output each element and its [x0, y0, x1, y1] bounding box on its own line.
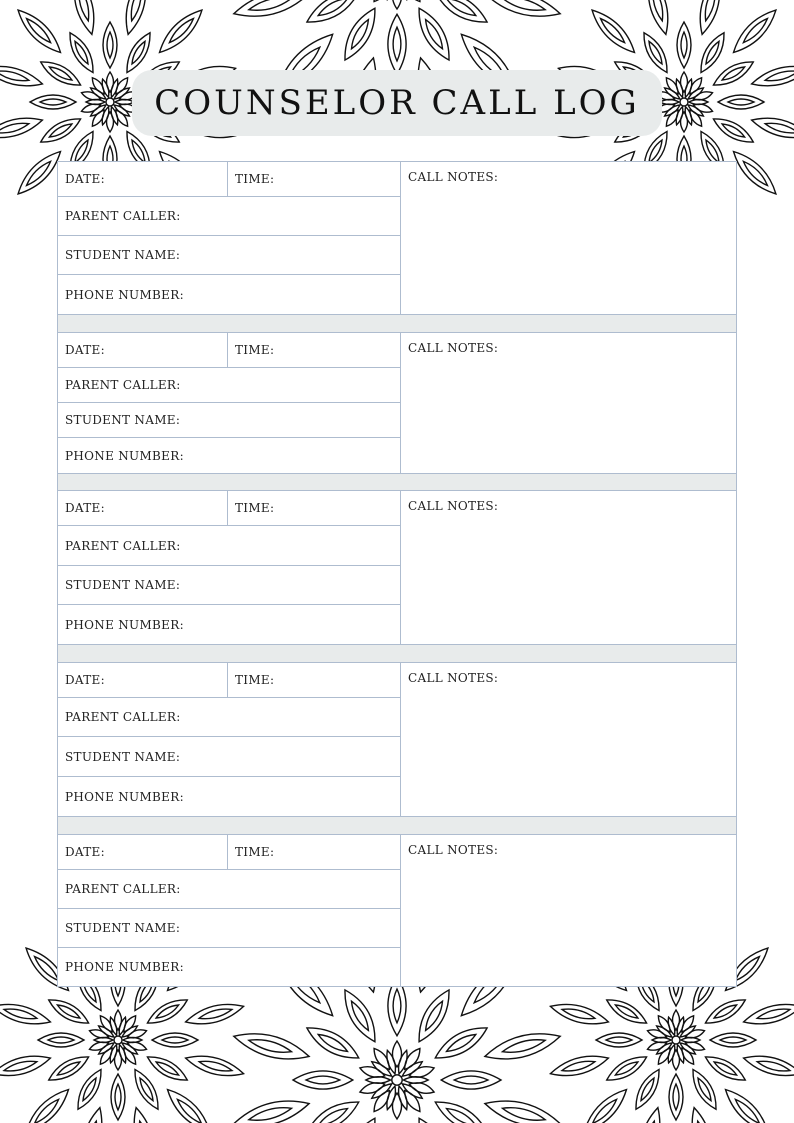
parent-caller-label: PARENT CALLER: — [65, 209, 181, 223]
phone-number-field[interactable] — [58, 438, 400, 473]
call-notes-label: CALL NOTES: — [408, 499, 499, 513]
date-field[interactable] — [58, 835, 228, 869]
page-title: COUNSELOR CALL LOG — [154, 83, 640, 123]
student-name-label: STUDENT NAME: — [65, 248, 181, 262]
time-field[interactable] — [228, 663, 400, 697]
phone-number-field[interactable] — [58, 605, 400, 644]
time-label: TIME: — [235, 845, 275, 859]
phone-number-label: PHONE NUMBER: — [65, 287, 184, 302]
call-entry — [58, 333, 736, 473]
phone-number-field[interactable] — [58, 948, 400, 986]
date-label: DATE: — [65, 501, 105, 515]
call-notes-label: CALL NOTES: — [408, 170, 499, 184]
call-notes-field[interactable] — [400, 663, 736, 816]
time-label: TIME: — [235, 172, 275, 186]
time-field[interactable] — [228, 835, 400, 869]
time-field[interactable] — [228, 162, 400, 196]
date-time-row — [58, 333, 400, 368]
date-label: DATE: — [65, 343, 105, 357]
time-field[interactable] — [228, 333, 400, 367]
parent-caller-label: PARENT CALLER: — [65, 882, 181, 896]
title-banner — [132, 70, 662, 136]
call-entry — [58, 162, 736, 314]
call-notes-label: CALL NOTES: — [408, 671, 499, 685]
student-name-field[interactable] — [58, 909, 400, 948]
entry-separator — [58, 816, 736, 835]
time-label: TIME: — [235, 673, 275, 687]
call-log-table — [57, 161, 737, 987]
call-notes-field[interactable] — [400, 333, 736, 473]
date-time-row — [58, 491, 400, 526]
entry-separator — [58, 644, 736, 663]
call-notes-label: CALL NOTES: — [408, 341, 499, 355]
parent-caller-field[interactable] — [58, 526, 400, 566]
student-name-label: STUDENT NAME: — [65, 749, 181, 764]
student-name-field[interactable] — [58, 737, 400, 777]
phone-number-label: PHONE NUMBER: — [65, 789, 184, 804]
phone-number-label: PHONE NUMBER: — [65, 448, 184, 463]
parent-caller-field[interactable] — [58, 698, 400, 737]
date-time-row — [58, 835, 400, 870]
date-field[interactable] — [58, 333, 228, 367]
entry-separator — [58, 314, 736, 333]
parent-caller-field[interactable] — [58, 197, 400, 236]
date-time-row — [58, 162, 400, 197]
date-field[interactable] — [58, 663, 228, 697]
date-time-row — [58, 663, 400, 698]
date-label: DATE: — [65, 845, 105, 859]
time-label: TIME: — [235, 343, 275, 357]
date-label: DATE: — [65, 673, 105, 687]
call-notes-field[interactable] — [400, 835, 736, 986]
call-notes-field[interactable] — [400, 162, 736, 314]
student-name-label: STUDENT NAME: — [65, 578, 181, 592]
phone-number-label: PHONE NUMBER: — [65, 960, 184, 974]
time-field[interactable] — [228, 491, 400, 525]
parent-caller-label: PARENT CALLER: — [65, 538, 181, 553]
parent-caller-label: PARENT CALLER: — [65, 710, 181, 724]
parent-caller-field[interactable] — [58, 870, 400, 909]
time-label: TIME: — [235, 501, 275, 515]
phone-number-field[interactable] — [58, 275, 400, 314]
parent-caller-label: PARENT CALLER: — [65, 378, 181, 392]
phone-number-label: PHONE NUMBER: — [65, 617, 184, 632]
call-entry — [58, 663, 736, 816]
entry-separator — [58, 473, 736, 491]
call-notes-label: CALL NOTES: — [408, 843, 499, 857]
student-name-field[interactable] — [58, 403, 400, 438]
date-field[interactable] — [58, 162, 228, 196]
student-name-label: STUDENT NAME: — [65, 413, 181, 427]
date-field[interactable] — [58, 491, 228, 525]
student-name-field[interactable] — [58, 566, 400, 605]
date-label: DATE: — [65, 172, 105, 186]
call-entry — [58, 835, 736, 986]
student-name-label: STUDENT NAME: — [65, 921, 181, 935]
phone-number-field[interactable] — [58, 777, 400, 816]
call-entry — [58, 491, 736, 644]
student-name-field[interactable] — [58, 236, 400, 275]
call-notes-field[interactable] — [400, 491, 736, 644]
parent-caller-field[interactable] — [58, 368, 400, 403]
